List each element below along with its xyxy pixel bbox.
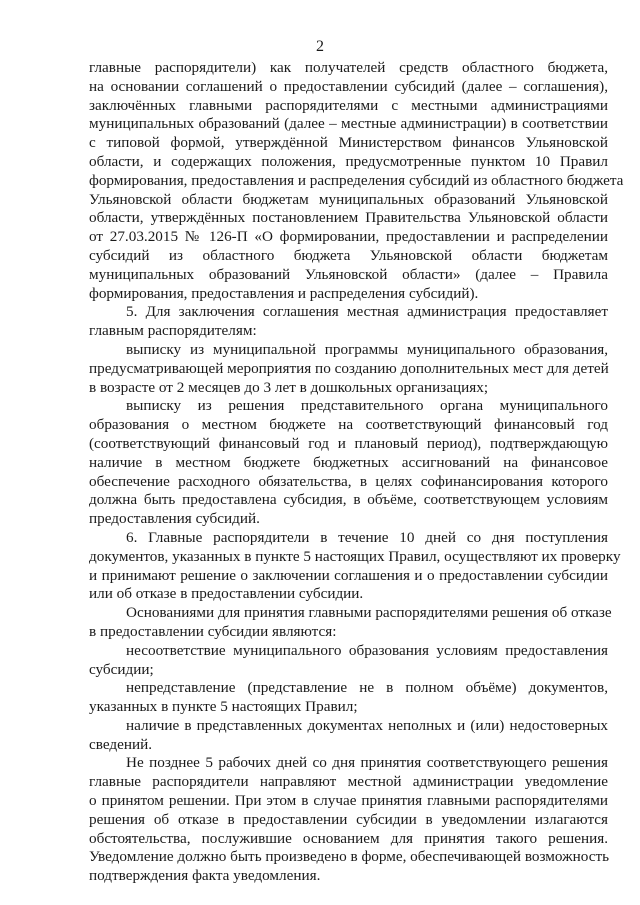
text-line: в предоставлении субсидии являются: — [89, 622, 337, 640]
text-line: предоставления субсидий. — [89, 510, 260, 528]
text-line: области, утверждённых постановлением Правительства Ульяновской области — [89, 209, 608, 227]
text-line: субсидии; — [89, 660, 154, 678]
document-body — [89, 59, 624, 886]
text-line: несоответствие муниципального образования условиям предоставления — [126, 641, 608, 659]
text-line: 5. Для заключения соглашения местная администрация предоставляет — [126, 303, 608, 321]
text-line: подтверждения факта уведомления. — [89, 867, 321, 885]
text-line: (соответствующий финансовый год и плановый период), подтверждающую — [89, 434, 608, 452]
text-line: Основаниями для принятия главными распорядителями решения об отказе — [126, 604, 612, 622]
text-line: главные распорядители) как получателей средств областного бюджета, — [89, 59, 608, 76]
page-number: 2 — [316, 38, 324, 55]
text-line: муниципальных образований Ульяновской области» (далее – Правила — [89, 265, 608, 283]
text-line: выписку из муниципальной программы муниципального образования, — [126, 340, 608, 358]
text-line: от 27.03.2015 № 126-П «О формировании, предоставлении и распределении — [89, 228, 608, 246]
text-line: сведений. — [89, 735, 153, 753]
text-line: формирования, предоставления и распределения субсидий из областного бюджета — [89, 171, 624, 189]
text-line: главным распорядителям: — [89, 322, 257, 340]
text-line: Ульяновской области бюджетам муниципальных образований Ульяновской — [89, 190, 608, 208]
text-line: Не позднее 5 рабочих дней со дня принятия соответствующего решения — [126, 754, 608, 772]
text-line: обеспечение расходного обязательства, в целях софинансирования которого — [89, 472, 608, 490]
text-line: Уведомление должно быть произведено в форме, обеспечивающей возможность — [89, 848, 610, 866]
text-line: выписку из решения представительного органа муниципального — [126, 397, 608, 415]
text-line: наличие в местном бюджете бюджетных ассигнований на финансовое — [89, 453, 608, 471]
text-line: о принятом решении. При этом в случае принятия главными распорядителями — [89, 792, 608, 810]
text-line: указанных в пункте 5 настоящих Правил; — [89, 698, 358, 716]
text-line: на основании соглашений о предоставлении субсидий (далее – соглашения), — [89, 77, 608, 95]
text-line: или об отказе в предоставлении субсидии. — [89, 585, 364, 603]
text-line: главные распорядители направляют местной администрации уведомление — [89, 773, 608, 791]
text-line: наличие в представленных документах неполных и (или) недостоверных — [126, 716, 608, 734]
text-line: области, и содержащих положения, предусмотренные пунктом 10 Правил — [89, 152, 608, 170]
text-line: заключённых главными распорядителями с местными администрациями — [89, 96, 608, 114]
text-line: с типовой формой, утверждённой Министерством финансов Ульяновской — [89, 134, 608, 152]
text-line: в возрасте от 2 месяцев до 3 лет в дошкольных организациях; — [89, 378, 489, 396]
text-line: и принимают решение о заключении соглашения и о предоставлении субсидии — [89, 566, 608, 584]
text-line: муниципальных образований (далее – местные администрации) в соответствии — [89, 115, 608, 133]
text-line: обстоятельства, послужившие основанием для принятия такого решения. — [89, 829, 608, 847]
text-line: непредставление (представление не в полном объёме) документов, — [126, 679, 608, 697]
text-line: формирования, предоставления и распределения субсидий). — [89, 284, 479, 302]
text-line: предусматривающей мероприятия по созданию дополнительных мест для детей — [89, 359, 609, 377]
text-line: образования о местном бюджете на соответствующий финансовый год — [89, 416, 608, 434]
text-line: должна быть предоставлена субсидия, в объёме, соответствующем условиям — [89, 491, 608, 509]
text-line: решения об отказе в предоставлении субсидии в уведомлении излагаются — [89, 810, 608, 828]
text-line: документов, указанных в пункте 5 настоящих Правил, осуществляют их проверку — [89, 547, 621, 565]
text-line: субсидий из областного бюджета Ульяновской области бюджетам — [89, 246, 608, 264]
text-line: 6. Главные распорядители в течение 10 дней со дня поступления — [126, 528, 608, 546]
